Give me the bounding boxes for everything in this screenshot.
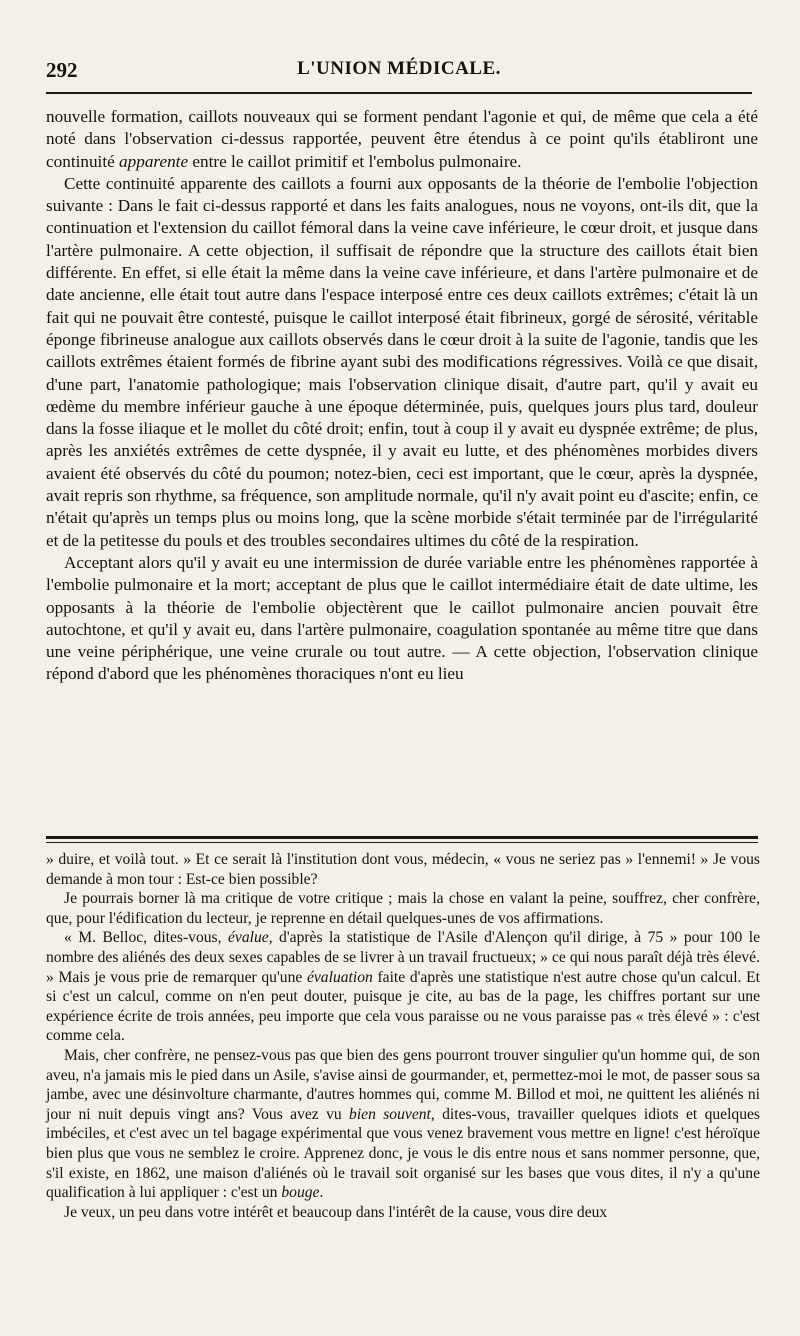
footnote-paragraph: Je pourrais borner là ma critique de votre critique ; mais la chose en valant la peine, souffrez, cher confrère, que, pour l'édification du lecteur, je reprenne en détail quelques-unes de vos affirmations.	[46, 890, 760, 927]
main-text	[46, 106, 758, 686]
emphasis: bouge	[281, 1184, 320, 1202]
text-run: « M. Belloc, dites-vous,	[64, 929, 228, 947]
text-run: .	[319, 1184, 324, 1202]
divider-thick-rule	[46, 836, 758, 839]
footnote-paragraph	[46, 928, 760, 1046]
text-run: entre le caillot primitif et l'embolus pulmonaire.	[188, 151, 522, 171]
text-run: Mais, cher confrère, ne pensez-vous pas que bien des gens pourront trouver singulier qu'un homme qui, de son aveu, n'a jamais mis le pied dans un Asile, s'avise ainsi de gourmander, et, permettez-moi le mot, de passer sous sa jambe, avec une désinvolture charmante, d'autres hommes qui, comme M. Billod et moi, ne quittent les aliénés ni jour ni nuit depuis vingt ans? Vous avez vu	[46, 1046, 760, 1123]
header-rule	[46, 92, 752, 94]
paragraph	[46, 106, 758, 173]
footnote-paragraph: Je veux, un peu dans votre intérêt et beaucoup dans l'intérêt de la cause, vous dire deux	[64, 1203, 608, 1221]
text-run: nouvelle formation, caillots nouveaux qui se forment pendant l'agonie et qui, de même que cela a été noté dans l'observation ci-dessus rapportée, peuvent être étendus à ce point qu'ils établiront une continuité	[46, 107, 758, 171]
emphasis: apparente	[119, 151, 189, 171]
footnote-text	[46, 850, 760, 1222]
footnote-paragraph	[46, 1046, 760, 1203]
emphasis: évalue	[227, 929, 269, 947]
paragraph: Cette continuité apparente des caillots a fourni aux opposants de la théorie de l'embolie l'objection suivante : Dans le fait ci-dessus rapporté et dans les faits analogues, nous ne voyons, ont-ils dit, que la continuation et l'extension du caillot fémoral dans la veine cave inférieure, le cœur droit, et jusque dans l'artère pulmonaire. A cette objection, il suffisait de répondre que la structure des caillots était bien différente. En effet, si elle était la même dans la veine cave inférieure, et dans l'artère pulmonaire et de date ancienne, elle était tout autre dans l'espace interposé entre ces deux caillots extrêmes; c'était là un fait qui ne pouvait être contesté, puisque le caillot interposé était fibrineux, gorgé de sérosité, véritable éponge fibrineuse analogue aux caillots observés dans le cœur droit à la suite de l'agonie, tandis que les caillots extrêmes étaient formés de fibrine ayant subi des modifications régressives. Voilà ce que disait, d'une part, l'anatomie pathologique; mais l'observation clinique disait, d'autre part, qu'il y avait eu œdème du membre inférieur gauche à une époque déterminée, puis, quelques jours plus tard, douleur dans la fosse iliaque et le mollet du côté droit; enfin, tout à coup il y avait eu dyspnée extrême; de plus, après les anxiétés extrêmes de cette dyspnée, il y avait eu lutte, et des phénomènes morbides divers avaient été observés du côté du poumon; notez-bien, ceci est important, que le cœur, après la dyspnée, avait repris son rhythme, sa fréquence, son amplitude normale, qu'il n'y avait point eu d'ascite; enfin, ce n'était qu'après un temps plus ou moins long, que la scène morbide s'était terminée par de l'irrégularité et de la petitesse du pouls et des troubles secondaires ultimes du côté de la respiration.	[46, 173, 758, 550]
page-header	[46, 56, 752, 88]
footnote-divider	[46, 836, 758, 843]
emphasis: évaluation	[306, 968, 373, 986]
text-run: , dites-vous, travailler quelques idiots et quelques imbéciles, et c'est avec un tel bagage expérimental que vous venez bravement vous mettre en ligne! c'est héroïque bien plus que vous ne semblez le croire. Apprenez donc, je vous le dis entre nous et sans nommer personne, que, s'il existe, en 1862, une maison d'aliénés où le travail soit organisé sur les bases que vous dites, il n'y a qu'une qualification à lui appliquer : c'est un	[46, 1105, 760, 1202]
page-number: 292	[46, 58, 78, 82]
text-run: faite d'après une statistique n'est autre chose qu'un calcul. Et si c'est un calcul, comme on n'en peut douter, puisque je cite, au bas de la page, les chiffres portant sur une expérience écrite de trois années, peu importe que cela vous paraisse ou ne vous paraisse pas « très élevé » : c'est comme cela.	[46, 968, 760, 1045]
footnote-paragraph: » duire, et voilà tout. » Et ce serait là l'institution dont vous, médecin, « vous ne seriez pas » l'ennemi! » Je vous demande à mon tour : Est-ce bien possible?	[46, 851, 760, 888]
emphasis: bien souvent	[349, 1105, 431, 1123]
running-title: L'UNION MÉDICALE.	[297, 58, 501, 79]
divider-thin-rule	[46, 842, 758, 843]
paragraph: Acceptant alors qu'il y avait eu une intermission de durée variable entre les phénomènes rapportée à l'embolie pulmonaire et la mort; acceptant de plus que le caillot intermédiaire était de date ultime, les opposants à la théorie de l'embolie objectèrent que le caillot pulmonaire ancien pouvait être autochtone, et qu'il y avait eu, dans l'artère pulmonaire, coagulation spontanée au même titre que dans une veine périphérique, une veine crurale ou tout autre. — A cette objection, l'observation clinique répond d'abord que les phénomènes thoraciques n'ont eu lieu	[46, 552, 758, 684]
text-run: , d'après la statistique de l'Asile d'Alençon qu'il dirige, à 75 » pour 100 le nombre des aliénés des deux sexes capables de se livrer à un travail fructueux; » ce qui nous paraît déjà très élevé. » Mais je vous prie de remarquer qu'une	[46, 929, 761, 986]
